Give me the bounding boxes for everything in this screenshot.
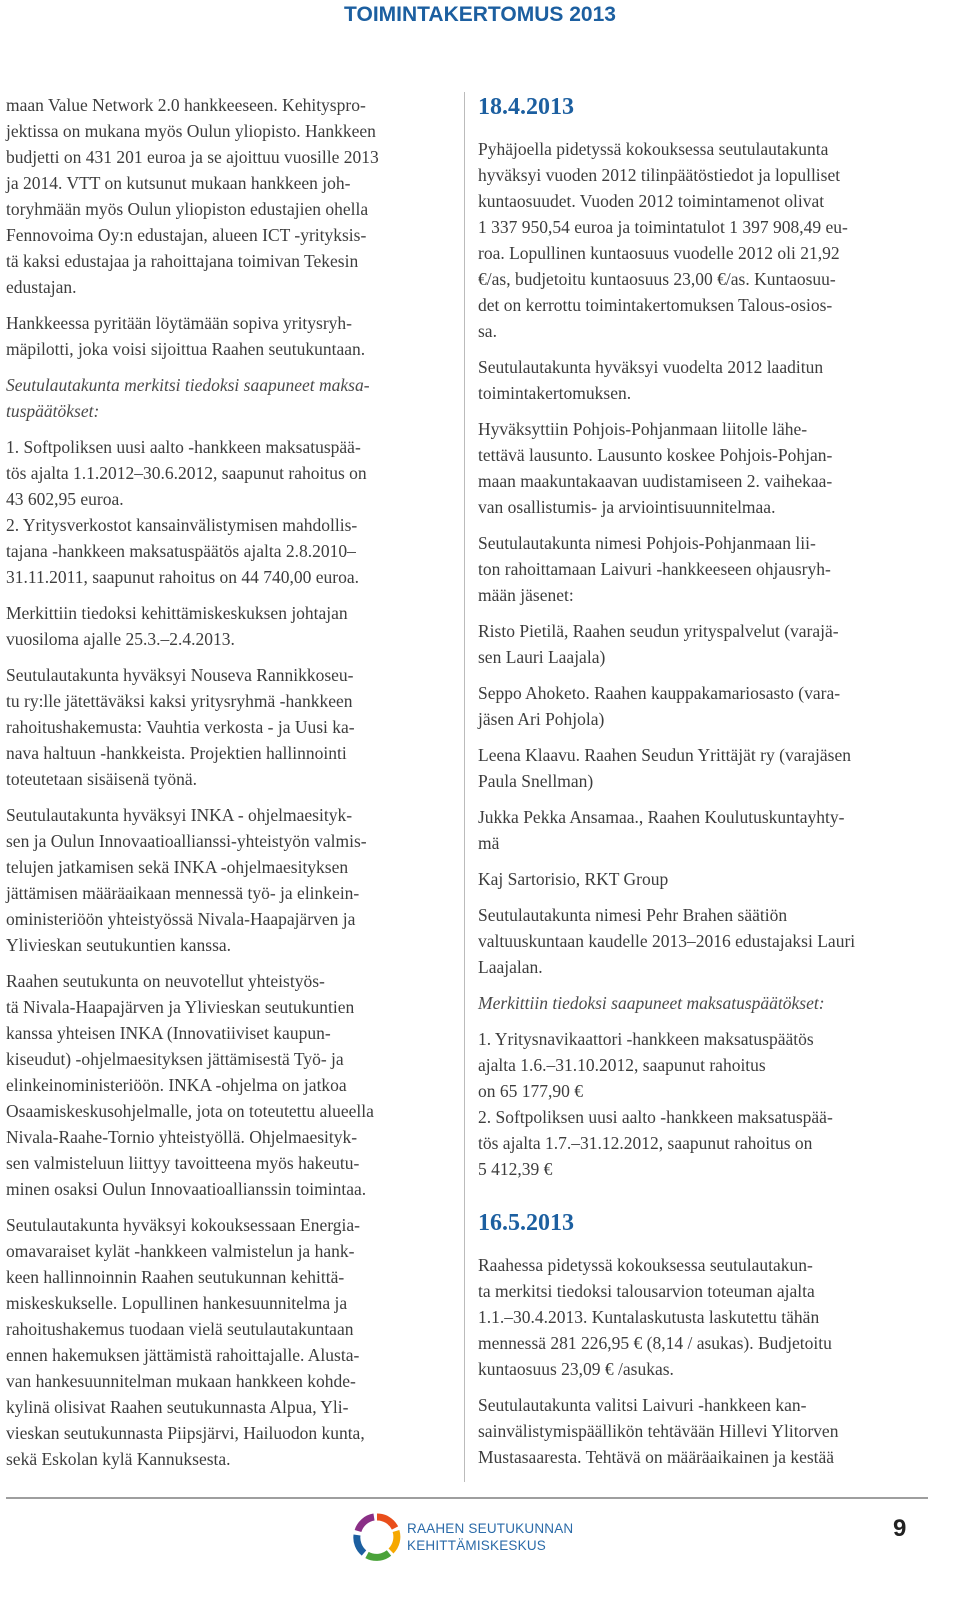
footer-rule [6, 1497, 928, 1499]
document-header: TOIMINTAKERTOMUS 2013 [344, 3, 616, 26]
column-divider [464, 92, 465, 1482]
logo-text [407, 1520, 573, 1554]
logo-ring-icon [353, 1513, 401, 1561]
paragraph: Seutulautakunta hyväksyi Nouseva Rannikkoseu- tu ry:lle jätettäväksi kaksi yritysryhmä -hankkeen rahoitushakemusta: Vauhtia verkosta - ja Uusi ka- nava haltuun -hankkeista. Projektien hallinnointi toteutetaan sisäisenä työnä. [6, 665, 355, 789]
logo-line: RAAHEN SEUTUKUNNAN [407, 1521, 574, 1536]
paragraph: Seutulautakunta hyväksyi INKA - ohjelmaesityk- sen ja Oulun Innovaatioallianssi-yhteistyön valmis- telujen jatkamisen sekä INKA -ohjelmaesityksen jättämisen määräaikaan mennessä työ- ja elinkein- oministeriöön yhteistyössä Nivala-Haapajärven ja Ylivieskan seutukuntien kanssa. [6, 805, 367, 955]
list-item: 1. Softpoliksen uusi aalto -hankkeen maksatuspää- tös ajalta 1.1.2012–30.6.2012, saapunut rahoitus on 43 602,95 euroa. [6, 437, 367, 509]
paragraph: Merkittiin tiedoksi kehittämiskeskuksen johtajan vuosiloma ajalle 25.3.–2.4.2013. [6, 603, 348, 649]
list-item: 2. Softpoliksen uusi aalto -hankkeen maksatuspää- tös ajalta 1.7.–31.12.2012, saapunut rahoitus on 5 412,39 € [478, 1107, 833, 1179]
paragraph: Pyhäjoella pidetyssä kokouksessa seutulautakunta hyväksyi vuoden 2012 tilinpäätöstiedot ja lopulliset kuntaosuudet. Vuoden 2012 toimintamenot olivat 1 337 950,54 euroa ja toimintatulot 1 397 908,49 eu- roa. Lopullinen kuntaosuus vuodelle 2012 oli 21,92 €/as, budjetoitu kuntaosuus 23,00 €/as. Kuntaosuu- det on kerrottu toimintakertomuksen Talous-osios- sa. [478, 139, 848, 341]
page-number: 9 [893, 1515, 907, 1542]
member-entry: Leena Klaavu. Raahen Seudun Yrittäjät ry (varajäsen Paula Snellman) [478, 745, 852, 791]
list-item: 2. Yritysverkostot kansainvälistymisen mahdollis- tajana -hankkeen maksatuspäätös ajalta 2.8.2010– 31.11.2011, saapunut rahoitus on 44 740,00 euroa. [6, 515, 360, 587]
paragraph: Seutulautakunta hyväksyi kokouksessaan Energia- omavaraiset kylät -hankkeen valmistelun ja hank- keen hallinnoinnin Raahen seutukunnan kehittä- miskeskukselle. Lopullinen hankesuunnitelma ja rahoitushakemus tuodaan vielä seutulautakuntaan ennen hakemuksen jättämistä rahoittajalle. Alusta- van hankesuunnitelman mukaan hankkeen kohde- kylinä olisivat Raahen seutukunnasta Alpua, Yli- vieskan seutukunnasta Piipsjärvi, Hailuodon kunta, sekä Eskolan kylä Kannuksesta. [6, 1215, 365, 1469]
list-item: 1. Yritysnavikaattori -hankkeen maksatuspäätös ajalta 1.6.–31.10.2012, saapunut rahoitus on 65 177,90 € [478, 1029, 814, 1101]
date-heading: 16.5.2013 [478, 1210, 574, 1236]
paragraph: Seutulautakunta hyväksyi vuodelta 2012 laaditun toimintakertomuksen. [478, 357, 824, 403]
paragraph: Raahen seutukunta on neuvotellut yhteistyös- tä Nivala-Haapajärven ja Ylivieskan seutukuntien kanssa yhteisen INKA (Innovatiiviset kaupun- kiseudut) -ohjelmaesityksen jättämisestä Työ- ja elinkeinoministeriöön. INKA -ohjelma on jatkoa Osaamiskeskusohjelmalle, jota on toteutettu alueella Nivala-Raahe-Tornio yhteistyöllä. Ohjelmaesityk- sen valmisteluun liittyy tavoitteena myös hakeutu- minen osaksi Oulun Innovaatioallianssin toimintaa. [6, 971, 374, 1199]
organization-logo [353, 1513, 593, 1561]
paragraph: Hankkeessa pyritään löytämään sopiva yritysryh- mäpilotti, joka voisi sijoittua Raahen seutukuntaan. [6, 313, 366, 359]
paragraph: Seutulautakunta valitsi Laivuri -hankkeen kan- sainvälistymispäällikön tehtävään Hillevi Ylitorven Mustasaaresta. Tehtävä on määräaikainen ja kestää [478, 1395, 839, 1467]
italic-subheading: Merkittiin tiedoksi saapuneet maksatuspäätökset: [478, 993, 825, 1013]
paragraph: Raahessa pidetyssä kokouksessa seutulautakun- ta merkitsi tiedoksi talousarvion toteuman ajalta 1.1.–30.4.2013. Kuntalaskutusta laskutettu tähän mennessä 281 226,95 € (8,14 / asukas). Budjetoitu kuntaosuus 23,09 € /asukas. [478, 1255, 832, 1379]
left-column [6, 92, 452, 1472]
right-column [478, 92, 928, 1470]
paragraph: maan Value Network 2.0 hankkeeseen. Kehityspro- jektissa on mukana myös Oulun yliopisto. Hankkeen budjetti on 431 201 euroa ja se ajoittuu vuosille 2013 ja 2014. VTT on kutsunut mukaan hankkeen joh- toryhmään myös Oulun yliopiston edustajien ohella Fennovoima Oy:n edustajan, alueen ICT -yrityksis- tä kaksi edustajaa ja rahoittajana toimivan Tekesin edustajan. [6, 95, 379, 297]
italic-subheading: Seutulautakunta merkitsi tiedoksi saapuneet maksa- tuspäätökset: [6, 375, 370, 421]
paragraph: Seutulautakunta nimesi Pehr Brahen säätiön valtuuskuntaan kaudelle 2013–2016 edustajaksi Lauri Laajalan. [478, 905, 856, 977]
paragraph: Hyväksyttiin Pohjois-Pohjanmaan liitolle lähe- tettävä lausunto. Lausunto koskee Pohjois-Pohjan- maan maakuntakaavan uudistamiseen 2. vaihekaa- van osallistumis- ja arviointisuunnitelmaa. [478, 419, 833, 517]
member-entry: Risto Pietilä, Raahen seudun yrityspalvelut (varajä- sen Lauri Laajala) [478, 621, 839, 667]
member-entry: Seppo Ahoketo. Raahen kauppakamariosasto (vara- jäsen Ari Pohjola) [478, 683, 841, 729]
date-heading: 18.4.2013 [478, 94, 574, 120]
member-entry: Jukka Pekka Ansamaa., Raahen Koulutuskuntayhty- mä [478, 807, 845, 853]
logo-line: KEHITTÄMISKESKUS [407, 1538, 546, 1553]
paragraph: Seutulautakunta nimesi Pohjois-Pohjanmaan lii- ton rahoittamaan Laivuri -hankkeeseen ohjausryh- mään jäsenet: [478, 533, 831, 605]
member-entry: Kaj Sartorisio, RKT Group [478, 869, 669, 889]
